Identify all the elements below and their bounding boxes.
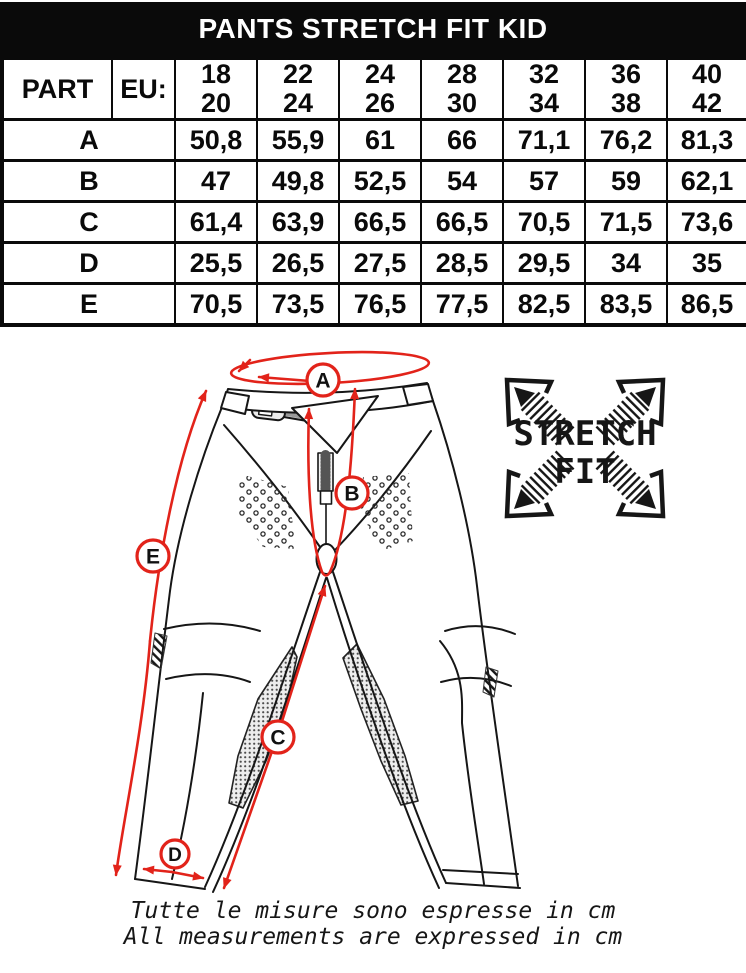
- badge-d-label: D: [168, 845, 182, 866]
- right-stretch-panel: [483, 667, 498, 697]
- size-top: 24: [364, 59, 396, 89]
- value-cell: 61,4: [175, 202, 257, 243]
- size-cell: [585, 58, 667, 120]
- part-header: PART: [2, 58, 112, 120]
- left-knee-seam-2: [166, 674, 250, 682]
- measure-e-arrow-up: [150, 391, 206, 641]
- size-top: 36: [610, 59, 642, 89]
- value-cell: 86,5: [667, 284, 746, 326]
- value-cell: 70,5: [175, 284, 257, 326]
- value-cell: 27,5: [339, 243, 421, 284]
- right-knee-mesh-panel: [343, 644, 418, 805]
- zipper-pull: [321, 491, 332, 504]
- measure-d-arrow-left: [144, 869, 172, 872]
- size-top: 18: [200, 59, 232, 89]
- pants-illustration: [0, 341, 746, 916]
- table-row-c: [2, 202, 746, 243]
- size-top: 28: [446, 59, 478, 89]
- part-label: B: [2, 161, 175, 202]
- logo-line-2: FIT: [554, 452, 616, 492]
- value-cell: 66,5: [339, 202, 421, 243]
- value-cell: 34: [585, 243, 667, 284]
- value-cell: 26,5: [257, 243, 339, 284]
- size-cell: [503, 58, 585, 120]
- value-cell: 63,9: [257, 202, 339, 243]
- table-row-a: [2, 120, 746, 161]
- value-cell: 77,5: [421, 284, 503, 326]
- value-cell: 66: [421, 120, 503, 161]
- value-cell: 76,5: [339, 284, 421, 326]
- value-cell: 47: [175, 161, 257, 202]
- size-bottom: 26: [364, 88, 396, 118]
- size-top: 40: [691, 59, 723, 89]
- value-cell: 59: [585, 161, 667, 202]
- value-cell: 28,5: [421, 243, 503, 284]
- size-chart: [0, 0, 746, 327]
- value-cell: 81,3: [667, 120, 746, 161]
- badge-a-label: A: [315, 369, 331, 393]
- measure-d-arrow-right: [172, 872, 203, 878]
- value-cell: 76,2: [585, 120, 667, 161]
- header-row: [2, 58, 746, 120]
- left-stretch-panel: [151, 633, 167, 669]
- part-label: E: [2, 284, 175, 326]
- value-cell: 52,5: [339, 161, 421, 202]
- left-knee-seam: [164, 623, 260, 631]
- note-line-italian: Tutte le misure sono espresse in cm: [130, 898, 616, 924]
- value-cell: 73,6: [667, 202, 746, 243]
- note-line-english: All measurements are expressed in cm: [123, 924, 623, 950]
- size-top: 32: [528, 59, 560, 89]
- value-cell: 50,8: [175, 120, 257, 161]
- value-cell: 66,5: [421, 202, 503, 243]
- value-cell: 62,1: [667, 161, 746, 202]
- measurements-note: [0, 898, 746, 950]
- size-cell: [421, 58, 503, 120]
- badge-e-label: E: [145, 545, 161, 569]
- part-label: C: [2, 202, 175, 243]
- part-label: D: [2, 243, 175, 284]
- right-perforation-panel: [361, 473, 413, 551]
- right-outer-seam: [433, 401, 518, 886]
- eu-header: EU:: [112, 58, 175, 120]
- size-bottom: 30: [446, 88, 478, 118]
- table-row-d: [2, 243, 746, 284]
- value-cell: 25,5: [175, 243, 257, 284]
- measure-a-arrow: [259, 377, 310, 381]
- measurement-overlay: [116, 348, 430, 888]
- chart-title: PANTS STRETCH FIT KID: [0, 2, 746, 56]
- pants-diagram: [0, 341, 746, 916]
- measure-e-arrow-down: [116, 641, 150, 875]
- size-cell: [667, 58, 746, 120]
- value-cell: 82,5: [503, 284, 585, 326]
- value-cell: 71,1: [503, 120, 585, 161]
- size-top: 22: [282, 59, 314, 89]
- value-cell: 73,5: [257, 284, 339, 326]
- left-cuff: [135, 879, 205, 889]
- part-label: A: [2, 120, 175, 161]
- value-cell: 55,9: [257, 120, 339, 161]
- crotch-gusset: [317, 544, 337, 574]
- right-cuff-seam: [443, 870, 518, 874]
- value-cell: 29,5: [503, 243, 585, 284]
- badge-b-label: B: [344, 482, 360, 506]
- value-cell: 83,5: [585, 284, 667, 326]
- logo-line-1: STRETCH: [513, 414, 657, 454]
- value-cell: 49,8: [257, 161, 339, 202]
- pants-outline: [135, 383, 520, 892]
- right-knee-seam-2: [441, 678, 511, 686]
- size-cell: [175, 58, 257, 120]
- badge-c-label: C: [270, 726, 286, 750]
- left-perforation-panel: [238, 474, 296, 549]
- size-bottom: 34: [528, 88, 560, 118]
- value-cell: 70,5: [503, 202, 585, 243]
- value-cell: 57: [503, 161, 585, 202]
- size-cell: [257, 58, 339, 120]
- value-cell: 54: [421, 161, 503, 202]
- value-cell: 71,5: [585, 202, 667, 243]
- size-bottom: 20: [200, 88, 232, 118]
- value-cell: 35: [667, 243, 746, 284]
- left-belt-tab: [221, 392, 249, 414]
- size-bottom: 24: [282, 88, 314, 118]
- size-table: [0, 56, 746, 327]
- size-cell: [339, 58, 421, 120]
- right-belt-tab: [403, 384, 433, 405]
- right-knee-seam: [445, 626, 515, 634]
- table-row-b: [2, 161, 746, 202]
- size-bottom: 42: [691, 88, 723, 118]
- value-cell: 61: [339, 120, 421, 161]
- table-row-e: [2, 284, 746, 326]
- stretch-fit-logo: [507, 380, 663, 516]
- size-bottom: 38: [610, 88, 642, 118]
